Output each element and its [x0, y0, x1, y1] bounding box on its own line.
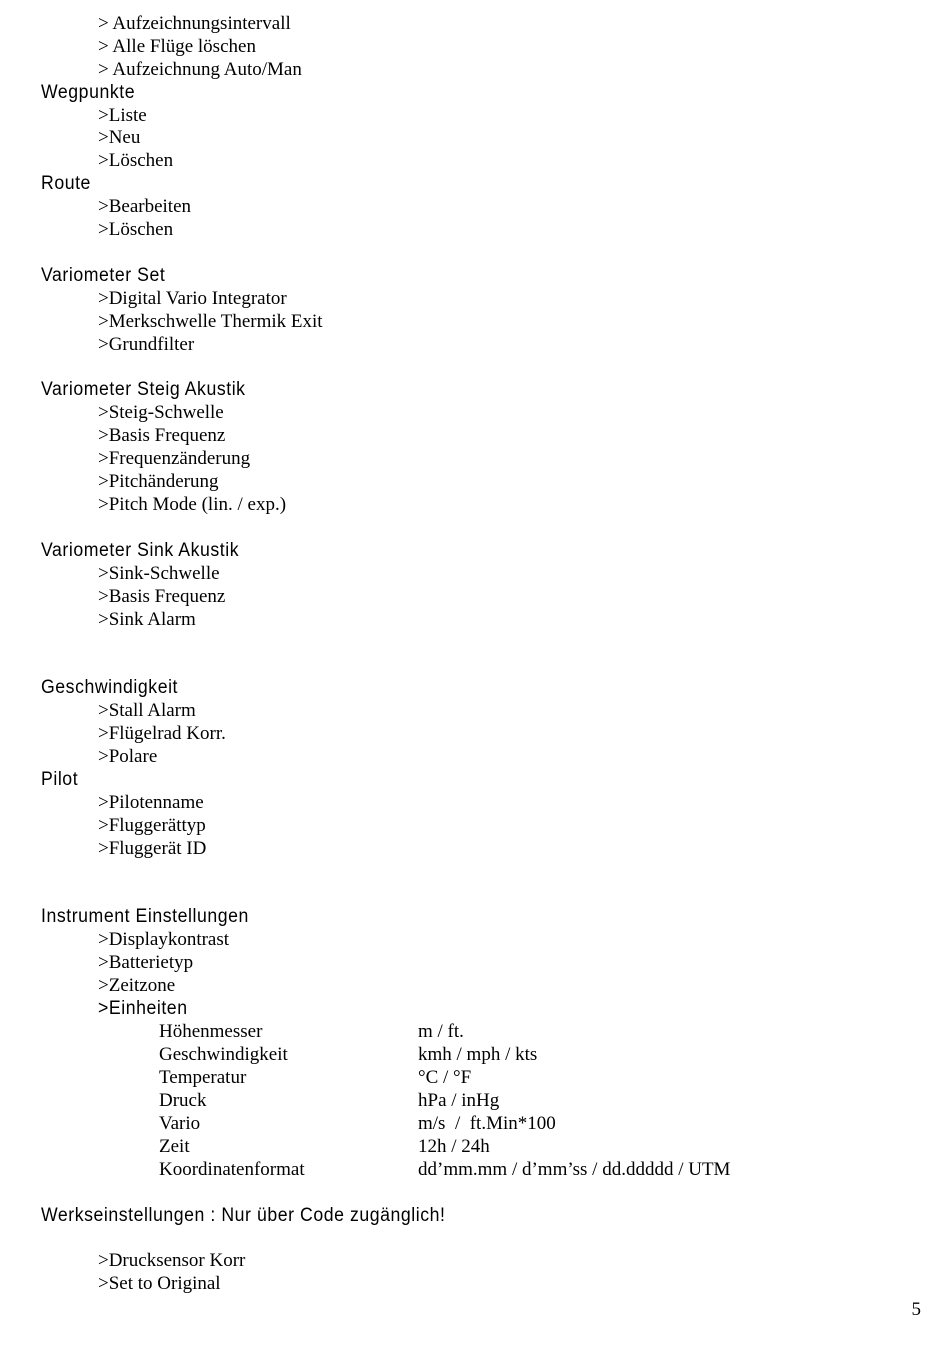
menu-item-loeschen-wegpunkt: >Löschen [98, 150, 174, 171]
menu-item-pitchaenderung: >Pitchänderung [98, 471, 219, 492]
menu-item-loeschen-route: >Löschen [98, 219, 174, 240]
subsection-heading-einheiten: >Einheiten [98, 998, 188, 1019]
menu-item-digital-vario-integrator: >Digital Vario Integrator [98, 288, 287, 309]
unit-label-temperatur: Temperatur [159, 1067, 247, 1088]
section-heading-pilot: Pilot [41, 769, 79, 790]
page-number: 5 [911, 1299, 921, 1320]
unit-value-temperatur: °C / °F [418, 1067, 472, 1088]
section-heading-variometer-set: Variometer Set [41, 265, 166, 286]
menu-item-stall-alarm: >Stall Alarm [98, 700, 196, 721]
menu-item-merkschwelle-thermik-exit: >Merkschwelle Thermik Exit [98, 311, 323, 332]
menu-item-drucksensor-korr: >Drucksensor Korr [98, 1250, 246, 1271]
menu-item-sink-alarm: >Sink Alarm [98, 609, 196, 630]
section-heading-route: Route [41, 173, 91, 194]
unit-label-geschwindigkeit: Geschwindigkeit [159, 1044, 288, 1065]
menu-item-frequenzaenderung: >Frequenzänderung [98, 448, 251, 469]
menu-item-zeitzone: >Zeitzone [98, 975, 176, 996]
unit-value-druck: hPa / inHg [418, 1090, 500, 1111]
unit-label-vario: Vario [159, 1113, 201, 1134]
unit-label-druck: Druck [159, 1090, 207, 1111]
unit-label-hoehenmesser: Höhenmesser [159, 1021, 263, 1042]
menu-item-fluggeraettyp: >Fluggerättyp [98, 815, 206, 836]
menu-item-fluggeraet-id: >Fluggerät ID [98, 838, 207, 859]
unit-value-hoehenmesser: m / ft. [418, 1021, 464, 1042]
menu-item-steig-schwelle: >Steig-Schwelle [98, 402, 224, 423]
section-heading-werkseinstellungen: Werkseinstellungen : Nur über Code zugänglich! [41, 1205, 446, 1226]
menu-item-bearbeiten: >Bearbeiten [98, 196, 192, 217]
section-heading-instrument-einstellungen: Instrument Einstellungen [41, 906, 249, 927]
menu-item-basis-frequenz-steig: >Basis Frequenz [98, 425, 226, 446]
menu-item-sink-schwelle: >Sink-Schwelle [98, 563, 220, 584]
menu-item-liste: >Liste [98, 105, 147, 126]
section-heading-geschwindigkeit: Geschwindigkeit [41, 677, 179, 698]
unit-label-koordinatenformat: Koordinatenformat [159, 1159, 305, 1180]
menu-item-aufzeichnungsintervall: > Aufzeichnungsintervall [98, 13, 291, 34]
section-heading-variometer-sink-akustik: Variometer Sink Akustik [41, 540, 240, 561]
menu-item-alle-fluege-loeschen: > Alle Flüge löschen [98, 36, 256, 57]
menu-item-polare: >Polare [98, 746, 158, 767]
menu-item-grundfilter: >Grundfilter [98, 334, 195, 355]
menu-item-batterietyp: >Batterietyp [98, 952, 194, 973]
unit-value-zeit: 12h / 24h [418, 1136, 490, 1157]
menu-item-pitch-mode: >Pitch Mode (lin. / exp.) [98, 494, 287, 515]
menu-item-aufzeichnung-auto-man: > Aufzeichnung Auto/Man [98, 59, 302, 80]
unit-label-zeit: Zeit [159, 1136, 190, 1157]
unit-value-vario: m/s / ft.Min*100 [418, 1113, 556, 1134]
menu-item-neu: >Neu [98, 127, 141, 148]
menu-item-displaykontrast: >Displaykontrast [98, 929, 230, 950]
menu-item-set-to-original: >Set to Original [98, 1273, 221, 1294]
menu-item-basis-frequenz-sink: >Basis Frequenz [98, 586, 226, 607]
unit-value-geschwindigkeit: kmh / mph / kts [418, 1044, 538, 1065]
menu-item-pilotenname: >Pilotenname [98, 792, 204, 813]
menu-item-fluegelrad-korr: >Flügelrad Korr. [98, 723, 226, 744]
unit-value-koordinatenformat: dd’mm.mm / d’mm’ss / dd.ddddd / UTM [418, 1159, 731, 1180]
section-heading-variometer-steig-akustik: Variometer Steig Akustik [41, 379, 246, 400]
section-heading-wegpunkte: Wegpunkte [41, 82, 136, 103]
